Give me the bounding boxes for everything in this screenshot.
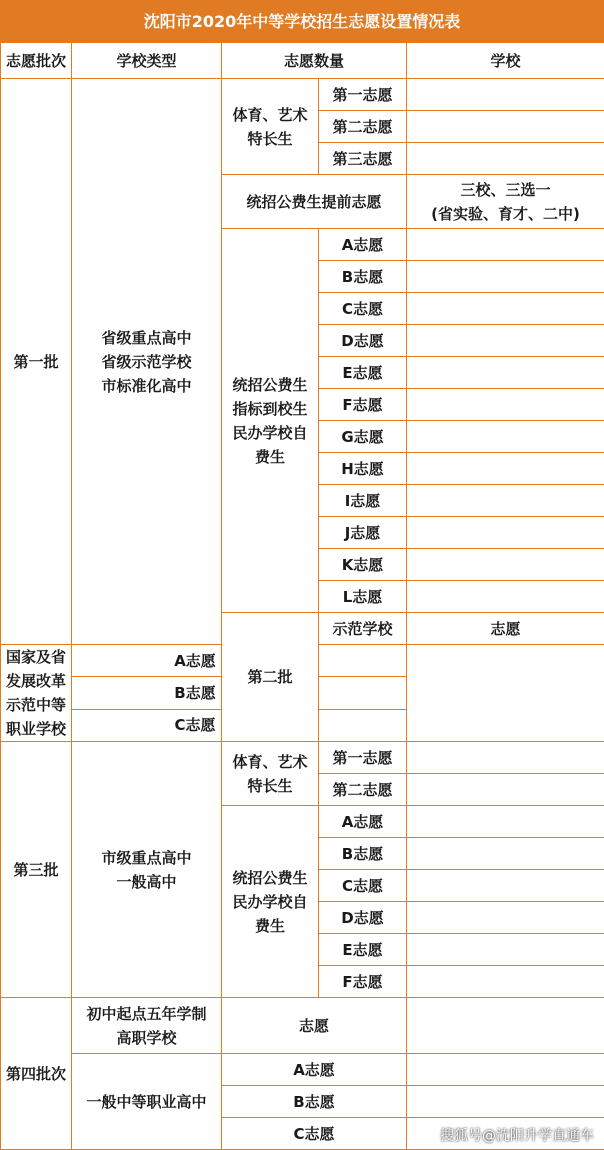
school-cell [319, 677, 407, 709]
school-cell [407, 261, 604, 293]
choice-label: C志愿 [319, 293, 407, 325]
choice-label: B志愿 [319, 261, 407, 293]
school-cell [407, 389, 604, 421]
choice-label: 第一志愿 [319, 79, 407, 111]
school-cell [407, 998, 604, 1054]
school-cell [407, 934, 604, 966]
batch-1-early: 统招公费生提前志愿 [222, 175, 407, 229]
choice-label: 第二志愿 [319, 774, 407, 806]
school-cell [319, 645, 407, 677]
school-cell [407, 742, 604, 774]
choice-label: H志愿 [319, 453, 407, 485]
school-cell [407, 79, 604, 111]
school-cell [407, 838, 604, 870]
school-cell [407, 902, 604, 934]
choice-label: D志愿 [319, 325, 407, 357]
batch-4-general: 一般中等职业高中 [72, 1054, 222, 1150]
batch-3: 第三批 [1, 742, 72, 998]
choice-label: L志愿 [319, 581, 407, 613]
batch-3-type: 市级重点高中 一般高中 [72, 742, 222, 998]
choice-label: A志愿 [72, 645, 319, 677]
choice-label: B志愿 [319, 838, 407, 870]
batch-2-demo: 示范学校 [319, 613, 407, 645]
batch-2: 第二批 [222, 613, 319, 742]
school-cell [407, 325, 604, 357]
table-row [1, 43, 604, 79]
choice-label: G志愿 [319, 421, 407, 453]
school-cell [407, 806, 604, 838]
header-type: 学校类型 [72, 43, 222, 79]
choice-label: 第二志愿 [319, 111, 407, 143]
choice-label: J志愿 [319, 517, 407, 549]
table-title: 沈阳市2020年中等学校招生志愿设置情况表 [0, 0, 604, 42]
school-cell [407, 453, 604, 485]
school-cell [407, 111, 604, 143]
school-cell [407, 293, 604, 325]
choice-label: E志愿 [319, 357, 407, 389]
choice-label: F志愿 [319, 389, 407, 421]
batch-4-five-year: 初中起点五年学制 高职学校 [72, 998, 222, 1054]
school-cell [407, 357, 604, 389]
school-cell [407, 421, 604, 453]
school-cell [407, 870, 604, 902]
school-cell [407, 774, 604, 806]
table-row [1, 709, 604, 741]
school-cell [407, 517, 604, 549]
school-cell [407, 1054, 604, 1086]
batch-1: 第一批 [1, 79, 72, 645]
batch-2-vocational: 国家及省发展改革 示范中等职业学校 [1, 645, 72, 742]
batch-4: 第四批次 [1, 998, 72, 1150]
choice-label: A志愿 [319, 806, 407, 838]
table-row [1, 998, 604, 1054]
choice-label: C志愿 [319, 870, 407, 902]
header-batch: 志愿批次 [1, 43, 72, 79]
choice-label: I志愿 [319, 485, 407, 517]
choice-label: C志愿 [222, 1118, 407, 1150]
choice-label: 第三志愿 [319, 143, 407, 175]
choice-label: B志愿 [72, 677, 319, 709]
choice-label: 志愿 [222, 998, 407, 1054]
choice-table [0, 42, 604, 1150]
table-row [1, 742, 604, 774]
table-row [1, 1054, 604, 1086]
choice-label: E志愿 [319, 934, 407, 966]
choice-label: K志愿 [319, 549, 407, 581]
header-count: 志愿数量 [222, 43, 407, 79]
school-cell [407, 1086, 604, 1118]
school-cell [407, 966, 604, 998]
batch-3-quota: 统招公费生 民办学校自 费生 [222, 806, 319, 998]
school-cell [407, 229, 604, 261]
table-row [1, 645, 604, 677]
table-row [1, 79, 604, 111]
choice-label: D志愿 [319, 902, 407, 934]
choice-label: F志愿 [319, 966, 407, 998]
batch-3-sports: 体育、艺术 特长生 [222, 742, 319, 806]
choice-label: C志愿 [72, 709, 319, 741]
choice-label: 志愿 [407, 613, 604, 645]
batch-1-quota: 统招公费生 指标到校生 民办学校自 费生 [222, 229, 319, 613]
batch-1-type: 省级重点高中 省级示范学校 市标准化高中 [72, 79, 222, 645]
choice-label: B志愿 [222, 1086, 407, 1118]
table-row [1, 677, 604, 709]
school-cell [407, 485, 604, 517]
school-cell [407, 549, 604, 581]
school-cell [407, 581, 604, 613]
choice-label: A志愿 [319, 229, 407, 261]
school-cell [319, 709, 407, 741]
choice-label: 第一志愿 [319, 742, 407, 774]
watermark: 搜狐号@沈阳升学直通车 [440, 1125, 594, 1145]
header-school: 学校 [407, 43, 604, 79]
batch-1-sports: 体育、艺术 特长生 [222, 79, 319, 175]
batch-1-early-school: 三校、三选一 (省实验、育才、二中) [407, 175, 604, 229]
school-cell [407, 143, 604, 175]
choice-label: A志愿 [222, 1054, 407, 1086]
